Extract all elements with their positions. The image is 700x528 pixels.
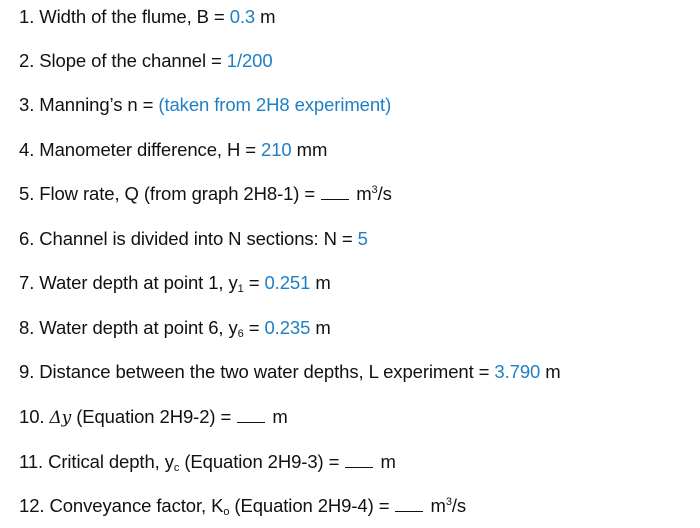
item-unit: m <box>356 183 372 204</box>
item-number: 4. <box>19 139 35 160</box>
item-number: 1. <box>19 6 35 27</box>
item-number: 6. <box>19 228 35 249</box>
item-number: 2. <box>19 50 35 71</box>
item-label: Distance between the two water depths, L experiment = <box>39 361 495 382</box>
item-value: 0.3 <box>229 6 256 27</box>
item-number: 9. <box>19 361 35 382</box>
item-label: Conveyance factor, K <box>49 495 224 516</box>
item-unit-tail: /s <box>377 183 392 204</box>
item-unit-tail: /s <box>451 495 467 516</box>
item-number: 12. <box>19 495 45 516</box>
item-unit: m <box>380 451 396 472</box>
item-label-tail: (Equation 2H9-3) = <box>179 451 345 472</box>
item-value: (taken from 2H8 experiment) <box>158 94 392 115</box>
list-item <box>19 227 368 251</box>
item-label: (Equation 2H9-2) = <box>71 406 237 427</box>
subscript: c <box>173 462 180 474</box>
item-number: 3. <box>19 94 35 115</box>
list-item <box>19 93 391 117</box>
item-value: 0.235 <box>264 317 311 338</box>
item-value: 3.790 <box>494 361 541 382</box>
item-number: 8. <box>19 317 35 338</box>
item-label: Water depth at point 6, y <box>39 317 238 338</box>
item-unit: m <box>430 495 446 516</box>
item-label: Width of the flume, B = <box>39 6 230 27</box>
answer-blank[interactable] <box>237 406 265 423</box>
unit-exponent: 3 <box>371 184 378 196</box>
delta-y-symbol: Δy <box>49 408 72 428</box>
item-label: Water depth at point 1, y <box>39 272 238 293</box>
answer-blank[interactable] <box>395 495 423 512</box>
item-label-tail: = <box>243 272 265 293</box>
item-value: 0.251 <box>264 272 311 293</box>
item-label: Channel is divided into N sections: N = <box>39 228 358 249</box>
item-number: 5. <box>19 183 35 204</box>
answer-blank[interactable] <box>345 451 373 468</box>
item-label: Critical depth, y <box>48 451 174 472</box>
list-item <box>19 271 331 295</box>
answer-blank[interactable] <box>321 183 349 200</box>
item-label: Flow rate, Q (from graph 2H8-1) = <box>39 183 321 204</box>
subscript: 1 <box>237 283 244 295</box>
item-unit: m <box>255 6 276 27</box>
item-number: 10. <box>19 406 45 427</box>
list-item <box>19 182 392 206</box>
item-unit: m <box>310 272 331 293</box>
list-item <box>19 405 288 430</box>
list-item <box>19 5 275 29</box>
item-label-tail: (Equation 2H9-4) = <box>229 495 395 516</box>
subscript: 6 <box>237 328 244 340</box>
unit-exponent: 3 <box>445 496 452 508</box>
item-label: Manometer difference, H = <box>39 139 262 160</box>
item-unit: m <box>272 406 288 427</box>
item-label-tail: = <box>243 317 265 338</box>
list-item <box>19 494 466 518</box>
list-item <box>19 450 396 474</box>
item-number: 7. <box>19 272 35 293</box>
subscript: o <box>223 506 230 518</box>
list-item <box>19 138 327 162</box>
item-value: 5 <box>357 228 368 249</box>
item-value: 210 <box>261 139 292 160</box>
item-label: Manning’s n = <box>39 94 159 115</box>
list-item <box>19 360 561 384</box>
item-unit: m <box>310 317 331 338</box>
item-value: 1/200 <box>226 50 273 71</box>
item-number: 11. <box>19 451 44 472</box>
item-unit: m <box>540 361 561 382</box>
list-item <box>19 49 273 73</box>
item-label: Slope of the channel = <box>39 50 227 71</box>
item-unit: mm <box>291 139 328 160</box>
list-item <box>19 316 331 340</box>
